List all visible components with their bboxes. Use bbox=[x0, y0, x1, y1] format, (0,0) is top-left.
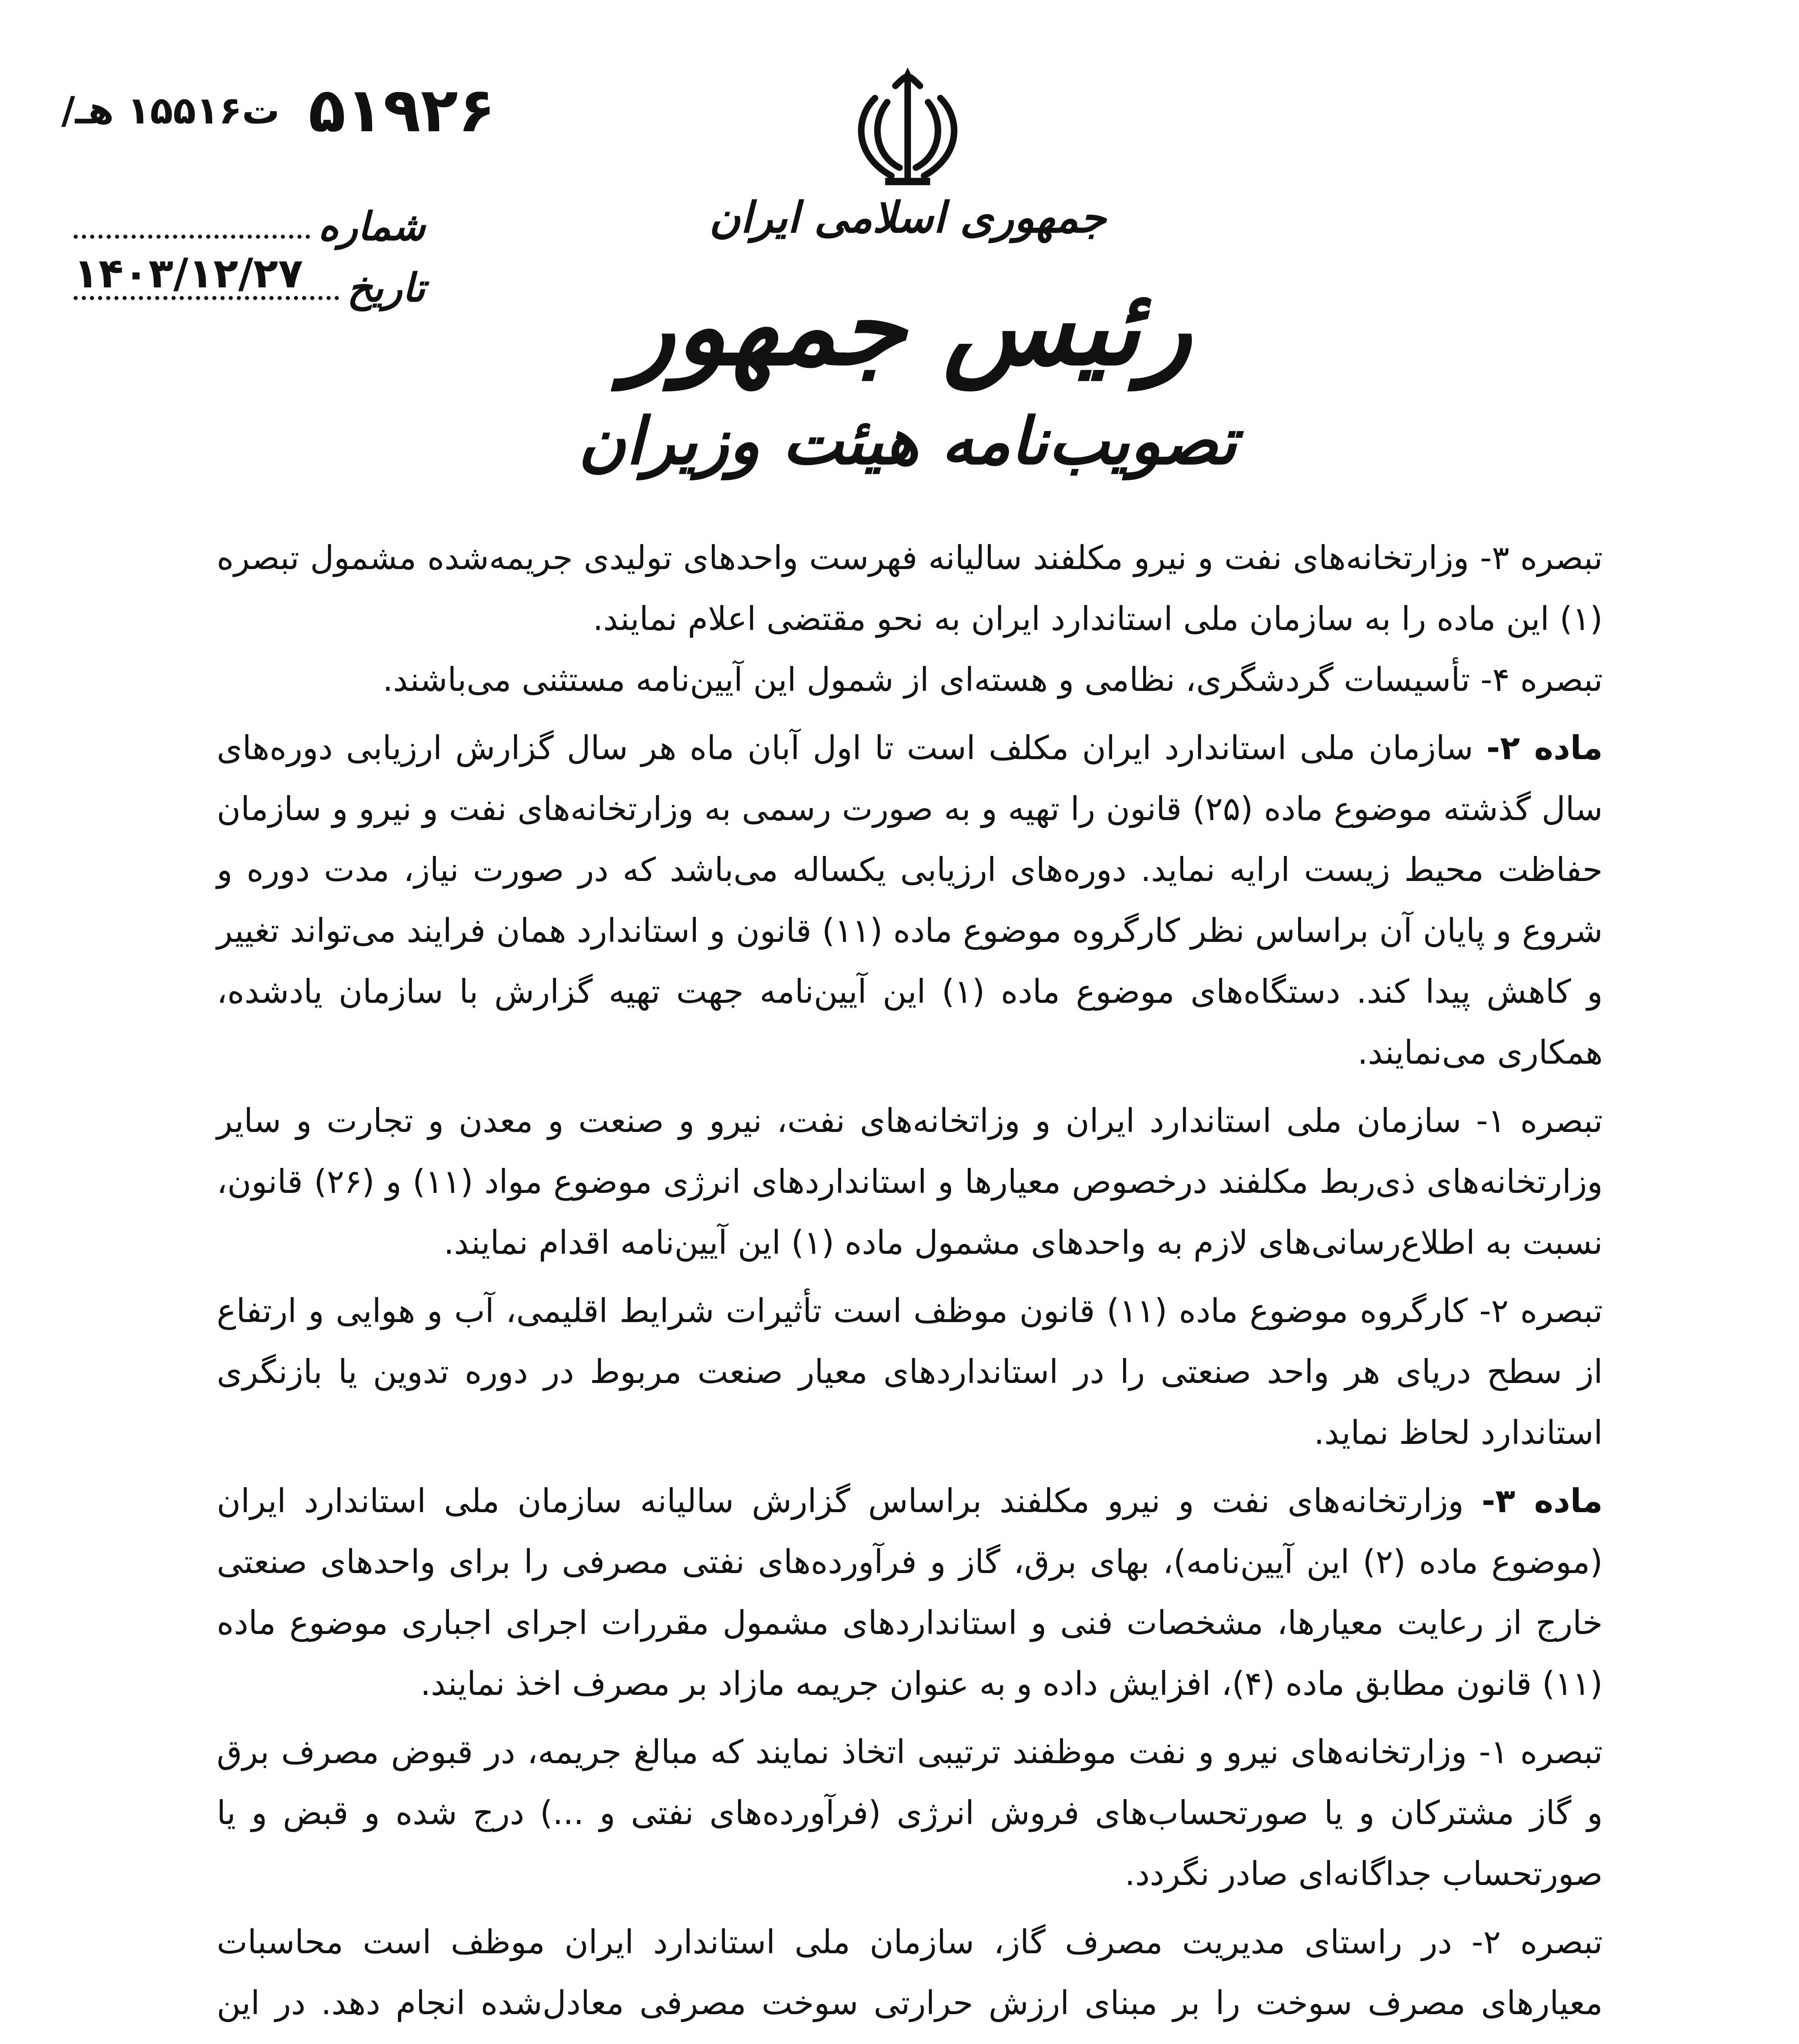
date-field bbox=[74, 241, 425, 311]
office-title: رئیس جمهور bbox=[624, 264, 1192, 389]
country-title: جمهوری اسلامی ایران bbox=[709, 192, 1106, 242]
number-field bbox=[74, 180, 425, 249]
paragraph: تبصره ۱- سازمان ملی استاندارد ایران و وزاتخانه‌های نفت، نیرو و صنعت و معدن و تجارت و سایر وزارتخانه‌های ذی‌ربط مکلفند درخصوص معیارها و استانداردهای انرژی موضوع مواد (۱۱) و (۲۶) قانون، نسبت به اطلاع‌رسانی‌های لازم به واحدهای مشمول ماده (۱) این آیین‌نامه اقدام نمایند. bbox=[217, 1102, 1603, 1262]
letter-reference: /ت۱۵۵۱۶ هـ bbox=[61, 88, 280, 132]
document-type-title: تصویب‌نامه هیئت وزیران bbox=[578, 403, 1237, 479]
letter-number-block bbox=[61, 69, 496, 151]
paragraph: تبصره ۲- کارگروه موضوع ماده (۱۱) قانون موظف است تأثیرات شرایط اقلیمی، آب و هوایی و ارتفاع از سطح دریای هر واحد صنعتی را در استانداردهای معیار صنعت مربوط در دوره تدوین یا بازنگری استاندارد لحاظ نماید. bbox=[217, 1292, 1603, 1452]
article-heading: ماده ۲- bbox=[1486, 729, 1603, 767]
paragraph: تبصره ۱- وزارتخانه‌های نیرو و نفت موظفند ترتیبی اتخاذ نمایند که مبالغ جریمه، در قبوض مصرف برق و گاز مشترکان و یا صورتحساب‌های فروش انرژی (فرآورده‌های نفتی و ...) درج شده و قبض و یا صورتحساب جداگانه‌ای صادر نگردد. bbox=[217, 1733, 1603, 1893]
article-heading: ماده ۳- bbox=[1481, 1482, 1603, 1520]
paragraph: تبصره ۳- وزارتخانه‌های نفت و نیرو مکلفند سالیانه فهرست واحدهای تولیدی جریمه‌شده مشمول تبصره (۱) این ماده را به سازمان ملی استاندارد ایران به نحو مقتضی اعلام نمایند. bbox=[217, 539, 1603, 638]
number-label: شماره bbox=[318, 203, 425, 249]
document-body bbox=[217, 527, 1603, 2044]
date-value: ۱۴۰۳/۱۲/۲۷ bbox=[74, 251, 339, 300]
date-label: تاریخ bbox=[347, 264, 425, 311]
letter-number: ۵۱۹۲۶ bbox=[308, 75, 496, 146]
iran-emblem-icon bbox=[846, 61, 969, 192]
paragraph: تبصره ۴- تأسیسات گردشگری، نظامی و هسته‌ای از شمول این آیین‌نامه مستثنی می‌باشند. bbox=[382, 661, 1603, 699]
paragraph: ماده ۳- وزارتخانه‌های نفت و نیرو مکلفند براساس گزارش سالیانه سازمان ملی استاندارد ایران (موضوع ماده (۲) این آیین‌نامه)، بهای برق، گاز و فرآورده‌های نفتی مصرفی را برای واحدهای صنعتی خارج از رعایت معیارها، مشخصات فنی و استانداردهای مشمول مقررات اجرای اجباری موضوع ماده (۱۱) قانون مطابق ماده (۴)، افزایش داده و به عنوان جریمه مازاد بر مصرف اخذ نمایند. bbox=[217, 1482, 1603, 1703]
paragraph: ماده ۲- سازمان ملی استاندارد ایران مکلف است تا اول آبان ماه هر سال گزارش ارزیابی دوره‌های سال گذشته موضوع ماده (۲۵) قانون را تهیه و به صورت رسمی به وزارتخانه‌های نفت و نیرو و سازمان حفاظت محیط زیست ارایه نماید. دوره‌های ارزیابی یکساله می‌باشد که در صورت نیاز، مدت دوره و شروع و پایان آن براساس نظر کارگروه موضوع ماده (۱۱) قانون و استاندارد همان فرایند می‌تواند تغییر و کاهش پیدا کند. دستگاه‌های موضوع ماده (۱) این آیین‌نامه جهت تهیه گزارش با سازمان یادشده، همکاری می‌نمایند. bbox=[217, 729, 1603, 1071]
number-value bbox=[74, 235, 310, 239]
paragraph: تبصره ۲- در راستای مدیریت مصرف گاز، سازمان ملی استاندارد ایران موظف است محاسبات معیارهای مصرف سوخت را بر مبنای ارزش حرارتی سوخت مصرفی معادل‌شده انجام دهد. در این bbox=[217, 1923, 1603, 2022]
